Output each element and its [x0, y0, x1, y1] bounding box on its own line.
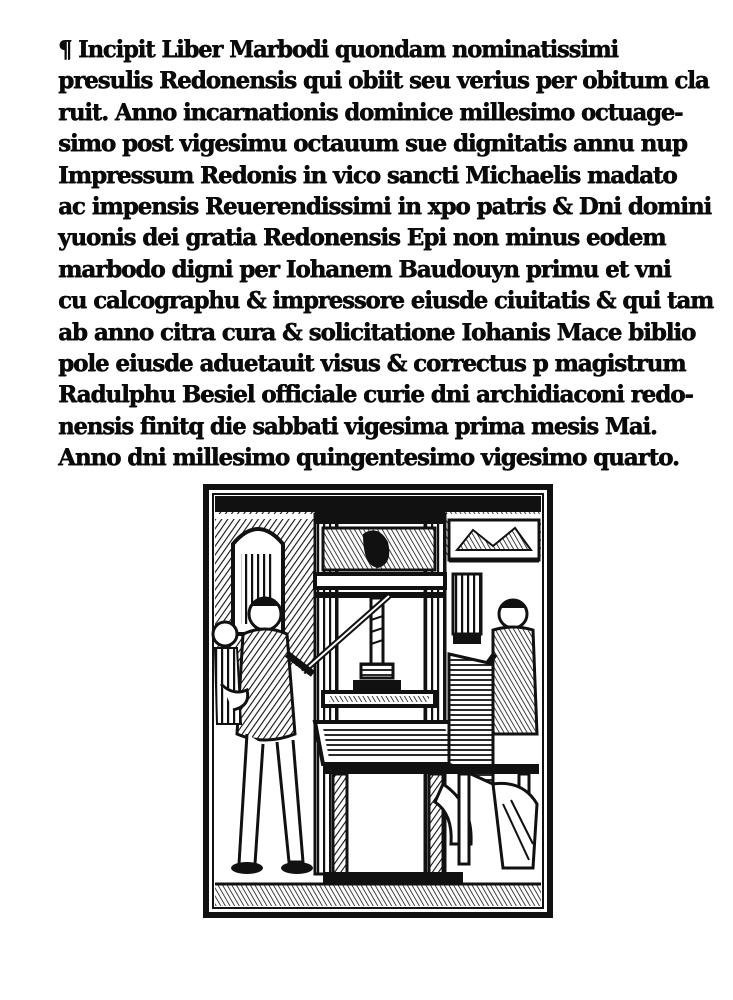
colophon-line: marbodo digni per Iohanem Baudouyn primu et vni [58, 255, 671, 283]
colophon-line: ¶ Incipit Liber Marbodi quondam nominatissimi [58, 36, 618, 63]
colophon-line: ac impensis Reuerendissimi in xpo patris & Dni domini [58, 192, 712, 220]
colophon-line: Impressum Redonis in vico sancti Michaelis madato [58, 161, 677, 189]
colophon-line: cu calcographu & impressore eiusde ciuitatis & qui tam [58, 287, 714, 315]
colophon-line: Anno dni millesimo quingentesimo vigesimo quarto. [58, 444, 679, 472]
colophon-line: Radulphu Besiel officiale curie dni archidiaconi redo- [58, 381, 693, 409]
colophon-line: ab anno citra cura & solicitatione Iohanis Mace biblio [58, 318, 696, 346]
colophon-line: presulis Redonensis qui obiit seu verius per obitum cla [58, 67, 709, 95]
colophon-line: ruit. Anno incarnationis dominice millesimo octuage- [58, 98, 683, 126]
colophon-text-block [58, 34, 714, 473]
colophon-line: simo post vigesimu octauum sue dignitatis annu nup [58, 130, 687, 158]
colophon-line: nensis finitq die sabbati vigesima prima mesis Mai. [58, 412, 657, 440]
colophon-line: yuonis dei gratia Redonensis Epi non minus eodem [58, 224, 666, 252]
colophon-line: pole eiusde aduetauit visus & correctus p magistrum [58, 349, 686, 377]
printing-press-woodcut-icon [203, 484, 553, 918]
